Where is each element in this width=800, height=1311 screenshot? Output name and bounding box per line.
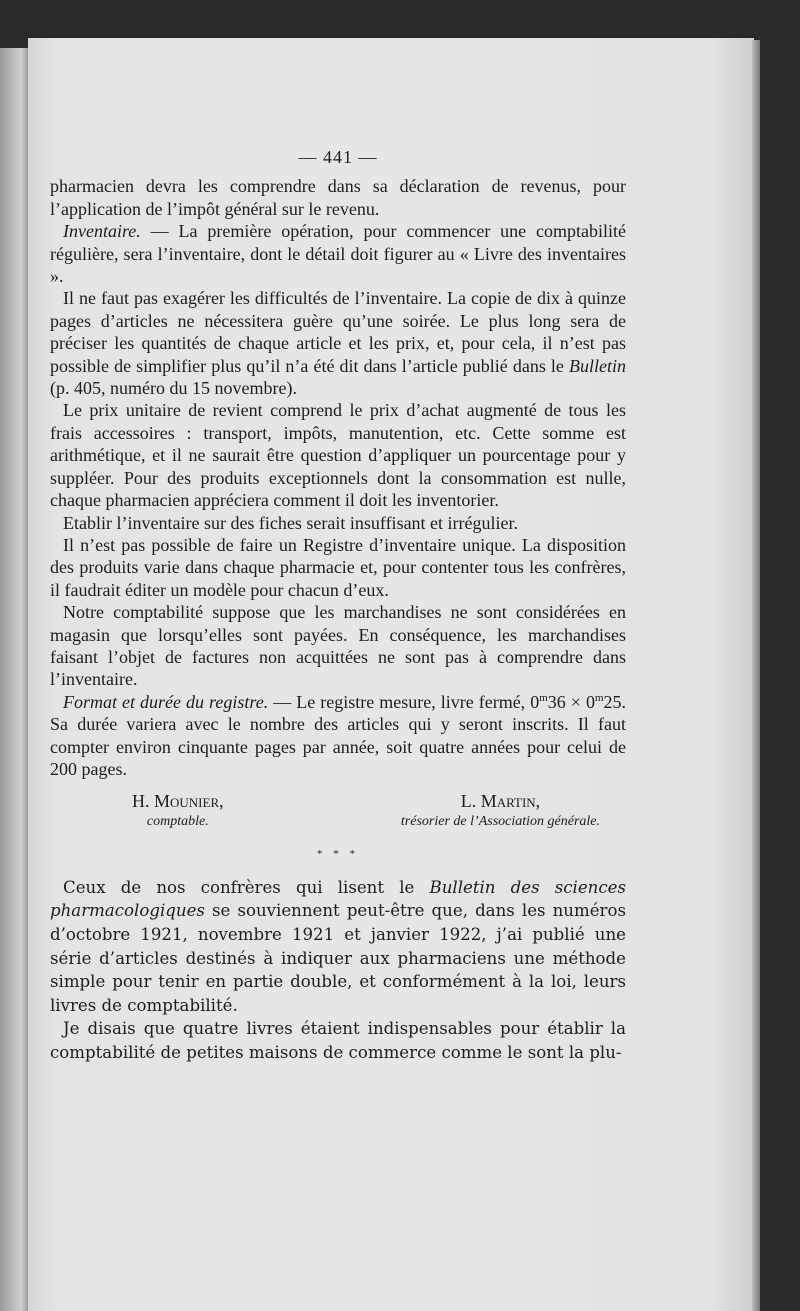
- paragraph-marchandises: Notre comptabilité suppose que les marchandises ne sont considérées en magasin que lorsqu’elles sont payées. En conséquence, les marchandises faisant l’objet de factures non acquittées ne sont pas à comprendre dans l’inventaire.: [50, 602, 626, 690]
- paragraph-registre: Il n’est pas possible de faire un Registre d’inventaire unique. La disposition des produits varie dans chaque pharmacie et, pour contenter tous les confrères, il faudrait éditer un modèle pour chacun d’eux.: [50, 534, 626, 600]
- format-heading: Format et durée du registre.: [63, 691, 269, 712]
- page-edge-shadow: [752, 40, 760, 1311]
- paragraph-quatre-livres: Je disais que quatre livres étaient indispensables pour établir la comptabilité de petites maisons de commerce comme le sont la plu-: [50, 1019, 626, 1062]
- facing-page-edge: [0, 48, 30, 1311]
- second-section: [50, 876, 626, 1065]
- inventaire-text: La première opération, pour commencer une comptabilité régulière, sera l’inventaire, dont le détail doit figurer au « Livre des inventaires ».: [50, 221, 627, 287]
- signature-martin: L. Martin, trésorier de l’Association générale.: [400, 791, 600, 829]
- paragraph-inventaire: [50, 220, 626, 287]
- paragraph-prix: Le prix unitaire de revient comprend le prix d’achat augmenté de tous les frais accessoires : transport, impôts, manutention, etc. Cette somme est arithmétique, et il ne saurait être question d’appliquer un pourcentage pour y suppléer. Pour des produits exceptionnels dont la consommation est nulle, chaque pharmacien appréciera comment il doit les inventorier.: [50, 400, 626, 511]
- paragraph-fiches: Etablir l’inventaire sur des fiches serait insuffisant et irrégulier.: [63, 512, 519, 533]
- signature-mounier: H. Mounier, comptable.: [132, 791, 224, 829]
- page-text: [50, 146, 626, 1065]
- bulletin-ref: Bulletin: [569, 355, 627, 376]
- format-text: Le registre mesure, livre fermé,: [296, 691, 526, 712]
- difficultes-text: Il ne faut pas exagérer les difficultés de l’inventaire. La copie de dix à quinze pages d’articles ne nécessitera guère qu’une soirée. Le plus long sera de préciser les quantités de chaque article et les prix, et, pour cela, il n’est pas possible de simplifier plus qu’il n’a été dit dans l’article publié dans le: [50, 288, 626, 376]
- paragraph-confreres: Ceux de nos confrères qui lisent le Bulletin des sciences pharmacologiques se souviennent peut-être que, dans les numéros d’octobre 1921, novembre 1921 et janvier 1922, j’ai publié une série d’articles destinés à indiquer aux pharmaciens une méthode simple pour tenir en partie double, et conformément à la loi, leurs livres de comptabilité.: [50, 877, 627, 1015]
- dash-2: —: [273, 691, 292, 712]
- dash: —: [150, 221, 169, 242]
- signature-role: trésorier de l’Association générale.: [400, 813, 600, 829]
- duree-text: Sa durée variera avec le nombre des articles qui y seront inscrits. Il faut compter environ cinquante pages par année, soit quatre années pour celui de 200 pages.: [50, 714, 626, 779]
- bulletin-title: Bulletin des sciences pharmacologiques: [50, 877, 627, 921]
- bulletin-ref-detail: (p. 405, numéro du 15 novembre).: [50, 378, 297, 399]
- page-number: — 441 —: [298, 147, 378, 167]
- section-separator: * * *: [317, 847, 359, 860]
- inventaire-heading: Inventaire.: [63, 221, 141, 242]
- dimensions: 0$^m$36 × 0$^m$25.: [530, 691, 627, 712]
- paragraph-difficultes: [50, 287, 626, 399]
- signatures: [50, 790, 626, 830]
- paragraph-1: pharmacien devra les comprendre dans sa déclaration de revenus, pour l’application de l’impôt général sur le revenu.: [50, 176, 626, 219]
- paragraph-format: [50, 691, 626, 781]
- signature-role: comptable.: [146, 813, 209, 829]
